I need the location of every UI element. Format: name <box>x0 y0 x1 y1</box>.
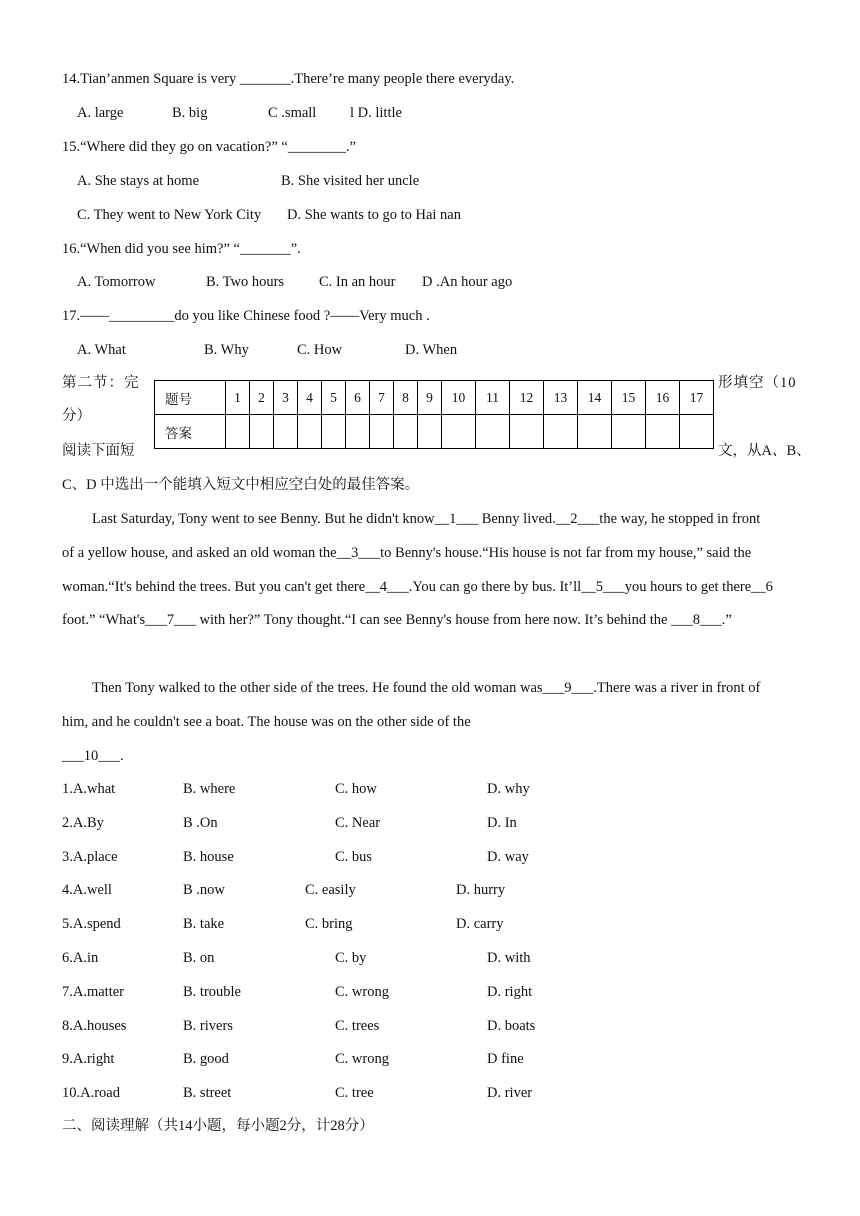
q14-option-b: B. big <box>172 105 208 121</box>
answer-number-cell: 17 <box>680 381 714 415</box>
q17-option-b: B. Why <box>204 342 249 358</box>
reading-section-heading: 二、阅读理解（共14小题，每小题2分，计28分） <box>62 1118 374 1134</box>
answer-blank-cell[interactable] <box>370 415 394 449</box>
cloze-q10-option-b: B. street <box>183 1085 232 1101</box>
answer-number-cell: 13 <box>544 381 578 415</box>
cloze-q1-option-d: D. why <box>487 781 530 797</box>
q16-option-b: B. Two hours <box>206 274 285 290</box>
cloze-q3-option-a: 3.A.place <box>62 849 118 865</box>
answer-blank-cell[interactable] <box>322 415 346 449</box>
cloze-q7-option-d: D. right <box>487 984 533 1000</box>
passage-line-4: foot.” “What's___7___ with her?” Tony thought.“I can see Benny's house from here now. It’s behind the ___8___.” <box>62 612 732 628</box>
answer-number-cell: 10 <box>442 381 476 415</box>
cloze-q8-option-b: B. rivers <box>183 1018 233 1034</box>
section2-heading-right-top: 形填空（10 <box>718 375 797 391</box>
cloze-q6-option-d: D. with <box>487 950 531 966</box>
cloze-q1-option-b: B. where <box>183 781 236 797</box>
answer-table-number-row <box>155 381 714 415</box>
passage-line-1: Last Saturday, Tony went to see Benny. But he didn't know__1___ Benny lived.__2___the way, he stopped in front <box>92 511 761 527</box>
answer-blank-cell[interactable] <box>394 415 418 449</box>
cloze-q8-option-a: 8.A.houses <box>62 1018 127 1034</box>
answer-number-cell: 12 <box>510 381 544 415</box>
q15-option-b: B. She visited her uncle <box>281 173 420 189</box>
question-16-stem: 16.“When did you see him?” “_______”. <box>62 241 301 257</box>
section2-heading-right-bottom: 文，从A、B、 <box>718 443 811 459</box>
q15-option-d: D. She wants to go to Hai nan <box>287 207 461 223</box>
answer-number-cell: 6 <box>346 381 370 415</box>
cloze-q6-option-a: 6.A.in <box>62 950 99 966</box>
answer-blank-cell[interactable] <box>646 415 680 449</box>
question-17-stem: 17.——_________do you like Chinese food ?——Very much . <box>62 308 430 324</box>
cloze-q3-option-d: D. way <box>487 849 529 865</box>
answer-blank-cell[interactable] <box>346 415 370 449</box>
cloze-q3-option-b: B. house <box>183 849 234 865</box>
answer-number-cell: 1 <box>226 381 250 415</box>
cloze-q5-option-c: C. bring <box>305 916 353 932</box>
answer-blank-cell[interactable] <box>418 415 442 449</box>
answer-number-cell: 9 <box>418 381 442 415</box>
answer-number-cell: 2 <box>250 381 274 415</box>
q14-option-a: A. large <box>77 105 124 121</box>
section2-heading-left-bottom: 阅读下面短 <box>62 443 135 459</box>
passage-line-3: woman.“It's behind the trees. But you can't get there__4___.You can go there by bus. It’ll__5___you hours to get there__6 <box>62 579 773 595</box>
answer-number-cell: 11 <box>476 381 510 415</box>
passage-line-2: of a yellow house, and asked an old woman the__3___to Benny's house.“His house is not far from my house,” said the <box>62 545 752 561</box>
cloze-q5-option-b: B. take <box>183 916 225 932</box>
cloze-q2-option-c: C. Near <box>335 815 381 831</box>
answer-blank-cell[interactable] <box>274 415 298 449</box>
passage-line-6: him, and he couldn't see a boat. The house was on the other side of the <box>62 714 471 730</box>
answer-blank-cell[interactable] <box>250 415 274 449</box>
answer-table-answer-row <box>155 415 714 449</box>
answer-number-cell: 8 <box>394 381 418 415</box>
answer-table-number-label: 题号 <box>155 381 226 415</box>
cloze-q9-option-b: B. good <box>183 1051 229 1067</box>
answer-number-cell: 14 <box>578 381 612 415</box>
answer-table-answer-label: 答案 <box>155 415 226 449</box>
answer-blank-cell[interactable] <box>442 415 476 449</box>
q14-option-d: l D. little <box>350 105 402 121</box>
cloze-q10-option-d: D. river <box>487 1085 533 1101</box>
answer-blank-cell[interactable] <box>680 415 714 449</box>
cloze-q6-option-b: B. on <box>183 950 215 966</box>
cloze-q7-option-a: 7.A.matter <box>62 984 125 1000</box>
answer-blank-cell[interactable] <box>544 415 578 449</box>
cloze-q4-option-c: C. easily <box>305 882 356 898</box>
cloze-q2-option-a: 2.A.By <box>62 815 104 831</box>
cloze-q2-option-b: B .On <box>183 815 218 831</box>
question-15-stem: 15.“Where did they go on vacation?” “________.” <box>62 139 356 155</box>
q15-option-c: C. They went to New York City <box>77 207 262 223</box>
section2-heading-left-mid: 分） <box>62 408 91 424</box>
question-14-stem: 14.Tian’anmen Square is very _______.There’re many people there everyday. <box>62 71 515 87</box>
cloze-q9-option-a: 9.A.right <box>62 1051 115 1067</box>
answer-blank-cell[interactable] <box>612 415 646 449</box>
answer-blank-cell[interactable] <box>510 415 544 449</box>
answer-blank-cell[interactable] <box>578 415 612 449</box>
cloze-q8-option-d: D. boats <box>487 1018 536 1034</box>
answer-number-cell: 7 <box>370 381 394 415</box>
cloze-q3-option-c: C. bus <box>335 849 373 865</box>
q17-option-d: D. When <box>405 342 458 358</box>
cloze-q1-option-a: 1.A.what <box>62 781 116 797</box>
cloze-q7-option-c: C. wrong <box>335 984 389 1000</box>
cloze-q2-option-d: D. In <box>487 815 517 831</box>
cloze-q9-option-c: C. wrong <box>335 1051 389 1067</box>
cloze-q5-option-d: D. carry <box>456 916 504 932</box>
cloze-q10-option-a: 10.A.road <box>62 1085 120 1101</box>
answer-blank-cell[interactable] <box>226 415 250 449</box>
answer-number-cell: 15 <box>612 381 646 415</box>
cloze-q7-option-b: B. trouble <box>183 984 241 1000</box>
answer-number-cell: 4 <box>298 381 322 415</box>
cloze-q4-option-a: 4.A.well <box>62 882 112 898</box>
q17-option-c: C. How <box>297 342 343 358</box>
section2-instructions: C、D 中选出一个能填入短文中相应空白处的最佳答案。 <box>62 477 420 493</box>
cloze-q9-option-d: D fine <box>487 1051 524 1067</box>
q17-option-a: A. What <box>77 342 126 358</box>
cloze-q10-option-c: C. tree <box>335 1085 374 1101</box>
q15-option-a: A. She stays at home <box>77 173 200 189</box>
passage-line-5: Then Tony walked to the other side of the trees. He found the old woman was___9___.There was a river in front of <box>92 680 761 696</box>
cloze-q5-option-a: 5.A.spend <box>62 916 121 932</box>
cloze-q8-option-c: C. trees <box>335 1018 380 1034</box>
answer-number-cell: 3 <box>274 381 298 415</box>
cloze-q1-option-c: C. how <box>335 781 377 797</box>
answer-number-cell: 16 <box>646 381 680 415</box>
section2-heading-left-top: 第二节：完 <box>62 375 140 391</box>
answer-table <box>154 380 714 449</box>
q16-option-c: C. In an hour <box>319 274 396 290</box>
q16-option-d: D .An hour ago <box>422 274 513 290</box>
answer-blank-cell[interactable] <box>298 415 322 449</box>
cloze-q4-option-b: B .now <box>183 882 225 898</box>
answer-blank-cell[interactable] <box>476 415 510 449</box>
passage-line-7: ___10___. <box>62 748 124 764</box>
q16-option-a: A. Tomorrow <box>77 274 156 290</box>
cloze-q6-option-c: C. by <box>335 950 367 966</box>
q14-option-c: C .small <box>268 105 317 121</box>
cloze-q4-option-d: D. hurry <box>456 882 506 898</box>
answer-number-cell: 5 <box>322 381 346 415</box>
